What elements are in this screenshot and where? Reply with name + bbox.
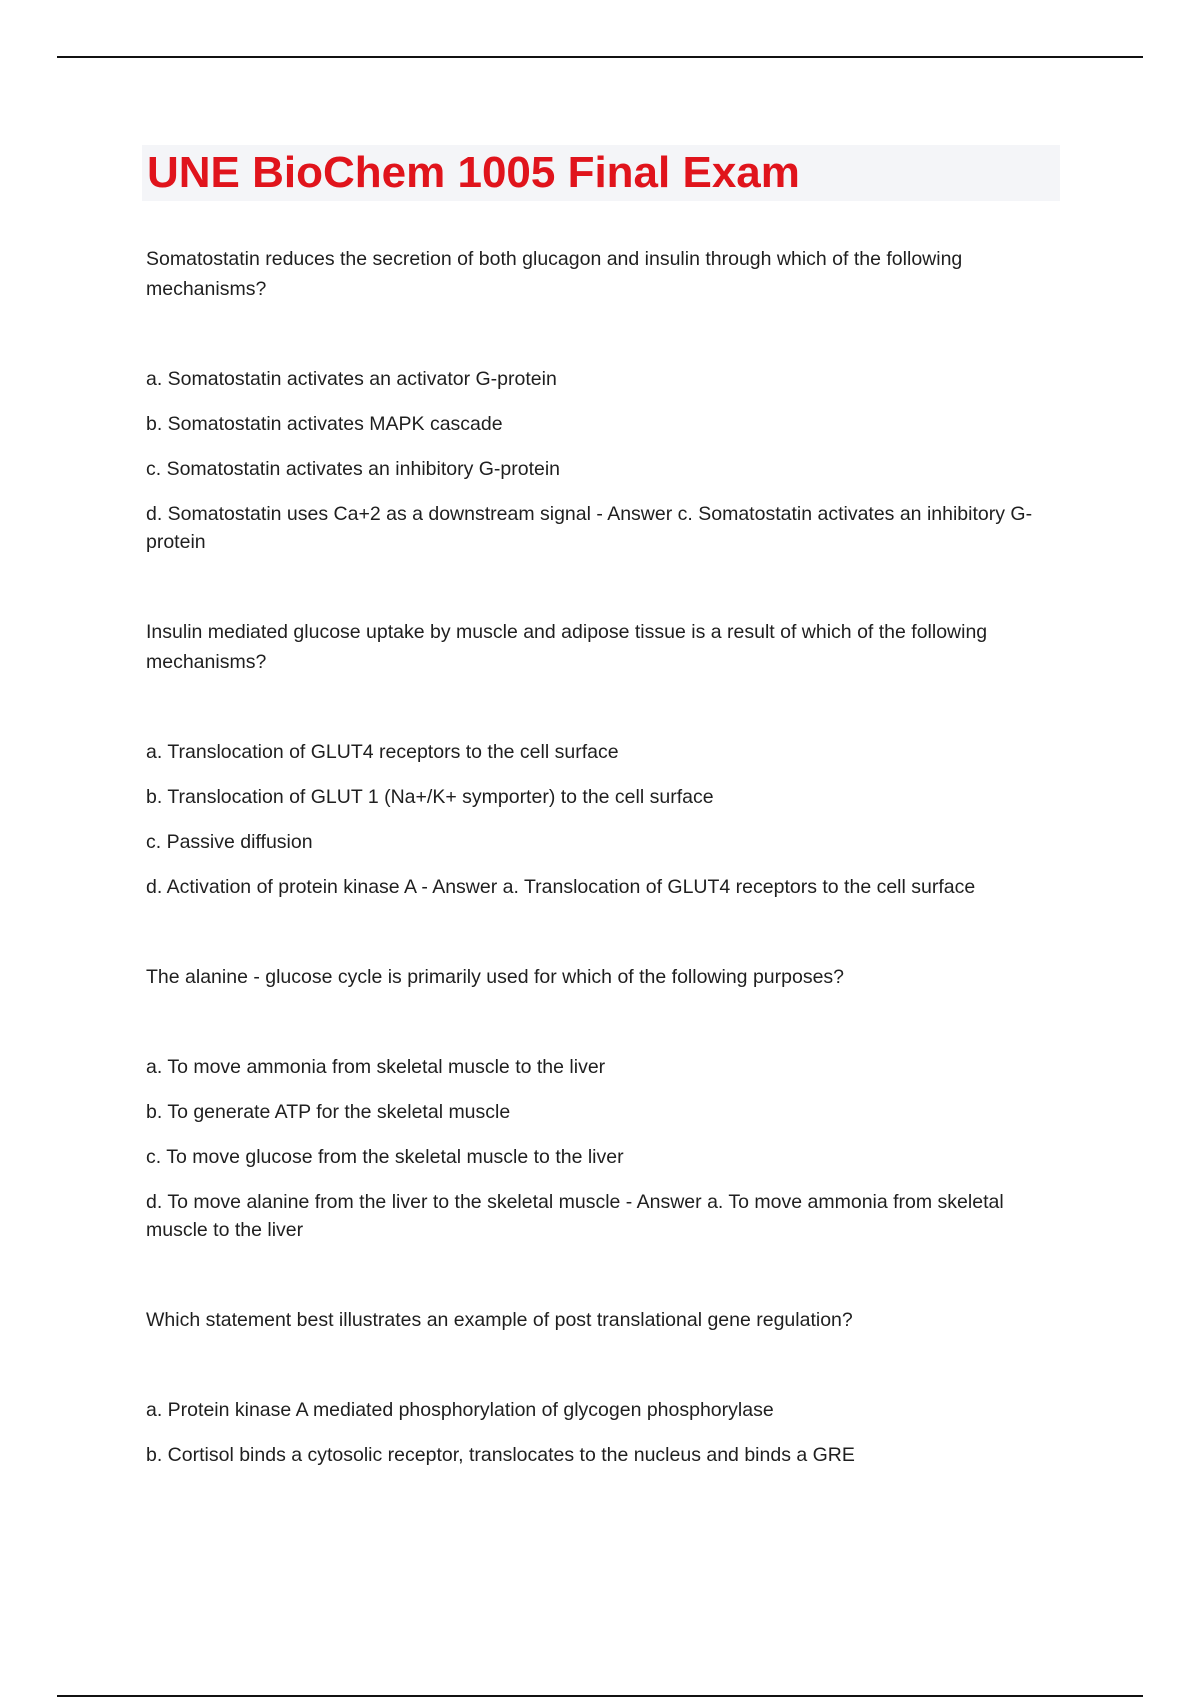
answer-option-text: d. Somatostatin uses Ca+2 as a downstream signal <box>146 503 591 525</box>
header-rule <box>57 56 1143 58</box>
question-stem: Which statement best illustrates an example of post translational gene regulation? <box>146 1309 853 1331</box>
question-4 <box>146 1305 1066 1469</box>
question-stem: Insulin mediated glucose uptake by muscle and adipose tissue is a result of which of the following mechanisms? <box>146 621 988 673</box>
answer-option-with-answer <box>146 1188 1066 1244</box>
answer-option-text: d. Activation of protein kinase A <box>146 876 416 898</box>
answer-option: a. To move ammonia from skeletal muscle to the liver <box>146 1056 606 1078</box>
answer-option-with-answer <box>146 873 1066 901</box>
question-stem: The alanine - glucose cycle is primarily used for which of the following purposes? <box>146 966 845 988</box>
question-stem: Somatostatin reduces the secretion of both glucagon and insulin through which of the following mechanisms? <box>146 248 963 300</box>
correct-answer: a. Translocation of GLUT4 receptors to the cell surface <box>502 876 976 898</box>
correct-answer: c. Somatostatin activates an inhibitory G-protein <box>146 503 1033 553</box>
answer-separator: - Answer <box>590 503 678 525</box>
answer-option: b. To generate ATP for the skeletal muscle <box>146 1101 511 1123</box>
answer-option: c. To move glucose from the skeletal muscle to the liver <box>146 1146 624 1168</box>
footer-rule <box>57 1695 1143 1697</box>
answer-option-with-answer <box>146 500 1066 556</box>
correct-answer: a. To move ammonia from skeletal muscle to the liver <box>146 1191 1004 1241</box>
question-2 <box>146 617 1066 901</box>
answer-separator: - Answer <box>415 876 503 898</box>
answer-option: a. Somatostatin activates an activator G-protein <box>146 368 557 390</box>
answer-option-text: d. To move alanine from the liver to the skeletal muscle <box>146 1191 621 1213</box>
document-title: UNE BioChem 1005 Final Exam <box>147 148 800 197</box>
answer-option: c. Passive diffusion <box>146 831 313 853</box>
question-3 <box>146 962 1066 1244</box>
answer-option: a. Translocation of GLUT4 receptors to the cell surface <box>146 741 619 763</box>
answer-separator: - Answer <box>620 1191 708 1213</box>
answer-option: a. Protein kinase A mediated phosphorylation of glycogen phosphorylase <box>146 1399 774 1421</box>
answer-option: b. Somatostatin activates MAPK cascade <box>146 413 503 435</box>
question-1 <box>146 244 1066 556</box>
answer-option: b. Cortisol binds a cytosolic receptor, translocates to the nucleus and binds a GRE <box>146 1444 855 1466</box>
question-list <box>146 244 1066 1486</box>
answer-option: c. Somatostatin activates an inhibitory G-protein <box>146 458 561 480</box>
answer-option: b. Translocation of GLUT 1 (Na+/K+ symporter) to the cell surface <box>146 786 714 808</box>
